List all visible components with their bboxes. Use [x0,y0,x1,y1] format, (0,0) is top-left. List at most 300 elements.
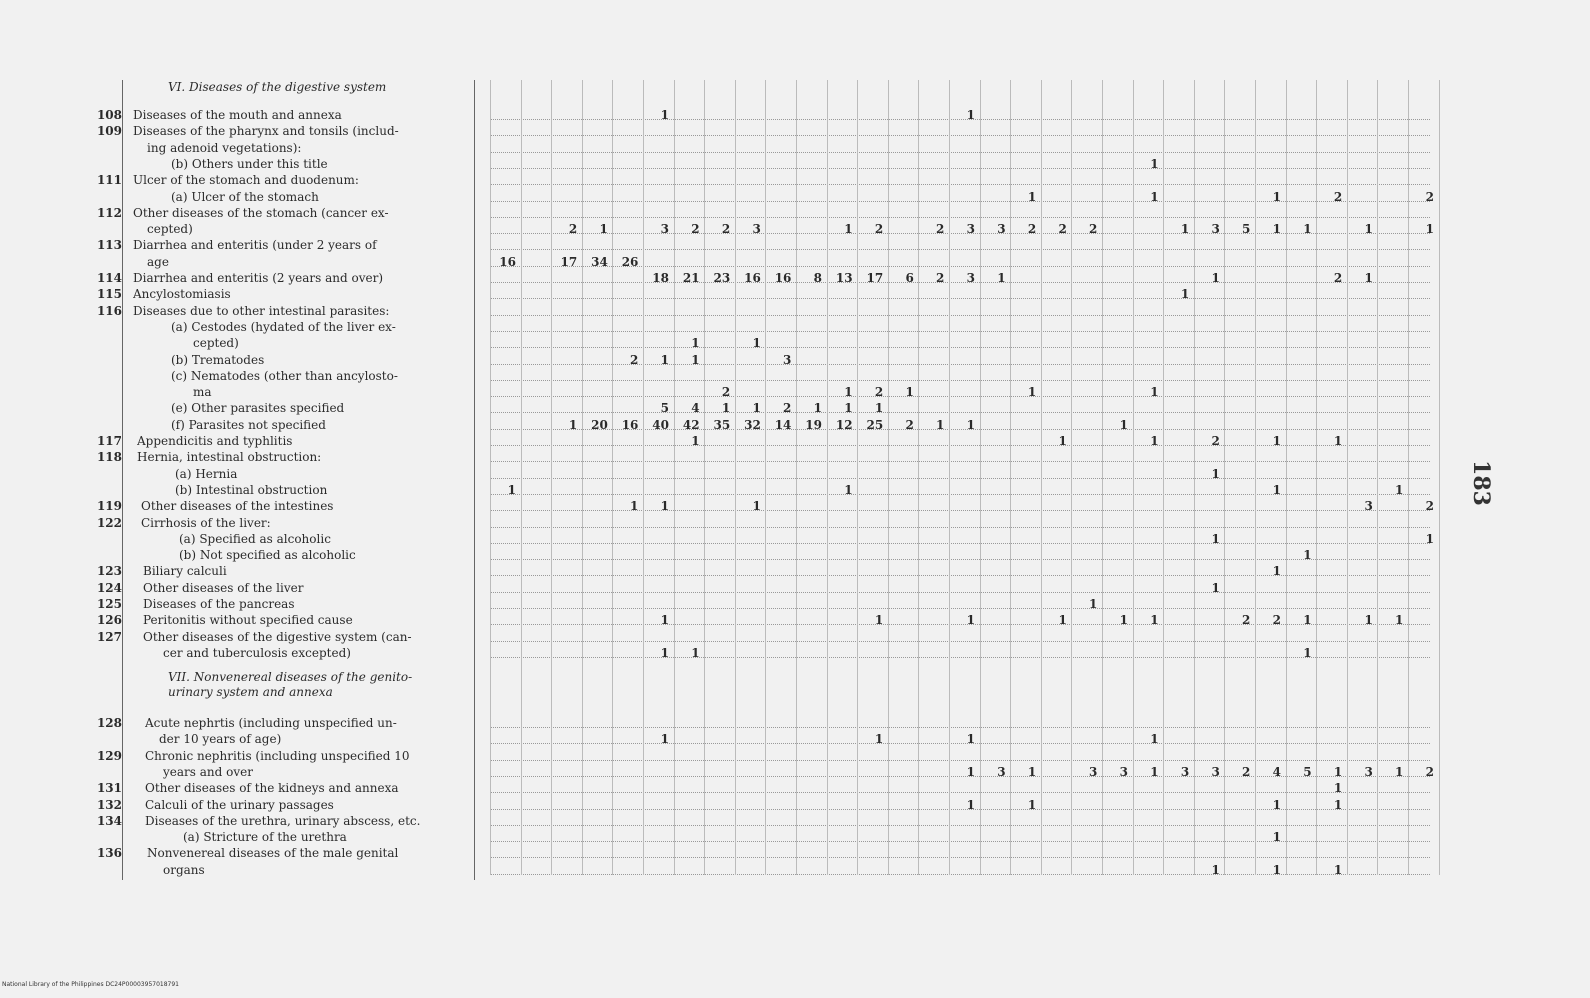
column-rule [980,80,981,875]
table-row [0,221,1590,237]
leader-dots [490,527,1430,528]
leader-dots [490,641,1430,642]
table-cell: 1 [1364,222,1373,237]
table-cell: 1 [507,482,516,497]
table-cell: 35 [713,417,731,432]
column-rule [1041,80,1042,875]
table-row [0,107,1590,123]
row-label: Nonvenereal diseases of the male genital [147,846,399,861]
row-label: Diseases of the pancreas [143,597,295,611]
table-row [0,862,1590,878]
table-cell: 1 [1303,613,1312,628]
row-label: (a) Stricture of the urethra [183,830,347,845]
table-cell: 3 [1364,764,1373,779]
table-cell: 1 [1333,764,1343,779]
table-cell: 3 [783,352,792,367]
column-rule [521,80,522,875]
column-rule [765,80,766,875]
row-label: Ulcer of the stomach and duodenum: [133,173,359,188]
column-rule [551,80,552,875]
table-cell: 1 [660,108,669,122]
row-label: (b) Trematodes [171,352,265,367]
table-cell: 2 [1333,189,1343,204]
table-cell: 2 [905,417,914,432]
leader-dots [490,184,1430,185]
table-cell: 13 [835,271,853,285]
column-rule [1010,80,1011,875]
table-cell: 1 [1272,564,1281,579]
table-cell: 3 [1211,764,1220,779]
row-label: cepted) [193,336,239,351]
table-cell: 1 [966,797,975,812]
table-cell: 1 [1150,385,1159,400]
table-cell: 1 [874,732,884,747]
row-label: Chronic nephritis (including unspecified 10 [145,748,410,763]
column-rule [1377,80,1378,875]
table-cell: 16 [621,417,639,432]
table-row [0,449,1590,465]
table-row [0,731,1590,747]
section-title: VII. Nonvenereal diseases of the genito- urinary system and annexa [168,670,413,699]
table-cell: 2 [1242,764,1251,779]
table-cell: 2 [1242,613,1251,628]
table-cell: 3 [1211,222,1220,237]
table-cell: 40 [652,417,669,432]
table-cell: 1 [1027,385,1037,400]
table-cell: 17 [866,271,884,285]
row-number: 134 [96,813,122,828]
column-rule [643,80,644,875]
leader-dots [490,461,1430,462]
leader-dots [490,380,1430,381]
leader-dots [490,445,1430,446]
table-cell: 1 [660,499,669,514]
row-label: (f) Parasites not specified [171,417,326,432]
row-label: (b) Others under this title [171,156,328,171]
table-cell: 1 [1303,222,1312,237]
table-cell: 1 [1364,271,1373,285]
table-cell: 2 [1027,222,1037,237]
column-rule [888,80,889,875]
leader-dots [490,575,1430,576]
row-label: Diarrhea and enteritis (under 2 years of [133,238,377,253]
table-cell: 1 [874,401,884,416]
table-cell: 2 [1272,613,1281,628]
table-cell: 20 [591,417,608,432]
row-number: 118 [96,450,122,465]
row-number: 125 [96,597,122,611]
table-cell: 1 [1150,764,1159,779]
row-label: Hernia, intestinal obstruction: [137,450,322,465]
table-cell: 1 [599,222,608,237]
table-cell: 2 [1058,222,1067,237]
leader-dots [490,331,1430,332]
row-label: years and over [163,764,253,779]
table-row [0,498,1590,514]
row-number: 131 [96,781,122,796]
table-cell: 1 [1272,222,1281,237]
table-cell: 16 [744,271,761,285]
table-row [0,764,1590,780]
table-cell: 1 [844,222,853,237]
table-cell: 1 [1150,156,1159,171]
table-cell: 1 [568,417,578,432]
leader-dots [490,135,1430,136]
row-number: 114 [96,271,122,285]
table-cell: 2 [1425,189,1434,204]
table-cell: 1 [1395,764,1404,779]
leader-dots [490,792,1430,793]
table-cell: 1 [1303,645,1312,660]
table-cell: 5 [660,401,669,416]
table-cell: 1 [721,401,731,416]
column-rule [1071,80,1072,875]
table-cell: 2 [1333,271,1343,285]
table-cell: 2 [568,222,578,237]
table-cell: 18 [652,271,669,285]
table-cell: 2 [1211,434,1220,448]
table-row [0,335,1590,351]
row-label: Diseases of the urethra, urinary abscess, etc. [145,813,421,828]
table-row [0,352,1590,368]
column-rule [1163,80,1164,875]
table-cell: 3 [997,764,1006,779]
leader-dots [490,217,1430,218]
table-cell: 3 [1364,499,1373,514]
table-row [0,596,1590,612]
table-cell: 32 [744,417,761,432]
table-row [0,368,1590,384]
column-rule [704,80,705,875]
table-row [0,482,1590,498]
table-cell: 1 [1211,531,1220,546]
row-label: Acute nephrtis (including unspecified un- [145,716,397,730]
row-label: (a) Hernia [175,466,238,481]
table-row [0,797,1590,813]
table-cell: 17 [560,254,578,269]
table-cell: 1 [1272,830,1281,845]
row-label: cer and tuberculosis excepted) [163,645,351,660]
table-cell: 1 [1425,222,1434,237]
row-label: Ancylostomiasis [133,287,231,302]
table-row [0,515,1590,531]
table-cell: 23 [713,271,731,285]
table-row [0,205,1590,221]
row-label: Peritonitis without specified cause [143,613,353,628]
table-cell: 3 [1180,764,1190,779]
row-label: Diseases of the mouth and annexa [133,108,342,122]
table-row [0,319,1590,335]
table-cell: 1 [1333,862,1343,877]
table-cell: 3 [966,271,975,285]
table-row [0,270,1590,286]
table-cell: 12 [835,417,853,432]
column-rule [1255,80,1256,875]
row-label: Other diseases of the liver [143,580,304,595]
table-cell: 1 [1272,862,1281,877]
column-rule [949,80,950,875]
table-row [0,629,1590,645]
column-rule [735,80,736,875]
row-label: cepted) [147,222,193,237]
table-cell: 1 [1333,781,1343,796]
column-rule [1224,80,1225,875]
table-cell: 1 [1272,189,1281,204]
table-cell: 1 [1272,434,1281,448]
row-label: Diseases due to other intestinal parasites: [133,303,390,318]
row-number: 126 [96,613,122,628]
column-rule [674,80,675,875]
table-cell: 1 [1150,613,1159,628]
row-label: ing adenoid vegetations): [147,140,302,155]
leader-dots [490,249,1430,250]
table-cell: 2 [1425,764,1434,779]
table-row [0,433,1590,449]
table-cell: 8 [813,271,822,285]
table-row [0,829,1590,845]
table-cell: 2 [721,385,731,400]
column-rule [1102,80,1103,875]
column-rule [1286,80,1287,875]
table-cell: 1 [1027,797,1037,812]
table-cell: 3 [966,222,975,237]
table-cell: 1 [1333,797,1343,812]
table-cell: 19 [805,417,822,432]
table-row [0,748,1590,764]
row-number: 123 [96,564,122,579]
row-number: 128 [96,716,122,730]
table-cell: 3 [660,222,669,237]
table-cell: 1 [1027,189,1037,204]
leader-dots [490,201,1430,202]
row-number: 129 [96,748,122,763]
table-row [0,417,1590,433]
row-label: Other diseases of the stomach (cancer ex- [133,205,389,220]
row-number: 117 [96,434,122,448]
table-cell: 1 [660,732,669,747]
row-label: Other diseases of the kidneys and annexa [145,781,399,796]
leader-dots [490,543,1430,544]
footer-text: National Library of the Philippines DC24P00003957018791 [2,981,179,988]
row-label: organs [163,862,205,877]
row-label: (e) Other parasites specified [171,401,345,416]
table-row [0,845,1590,861]
column-rule [796,80,797,875]
row-number: 119 [96,499,122,514]
table-row [0,189,1590,205]
table-cell: 2 [936,222,945,237]
leader-dots [490,315,1430,316]
table-cell: 2 [874,222,884,237]
table-row [0,156,1590,172]
row-number: 111 [96,173,122,188]
table-cell: 3 [752,222,761,237]
leader-dots [490,874,1430,875]
table-cell: 2 [721,222,731,237]
table-cell: 1 [1150,189,1159,204]
table-cell: 1 [1119,613,1128,628]
row-label: Appendicitis and typhlitis [137,434,293,448]
row-number: 122 [96,515,122,530]
table-row [0,466,1590,482]
table-row [0,715,1590,731]
row-label: Other diseases of the digestive system (can- [143,629,412,644]
table-row [0,580,1590,596]
leader-dots [490,857,1430,858]
table-cell: 1 [691,352,700,367]
table-cell: 1 [1272,797,1281,812]
table-cell: 1 [844,401,853,416]
table-cell: 1 [1180,222,1190,237]
table-row [0,531,1590,547]
table-cell: 1 [844,385,853,400]
table-cell: 14 [774,417,792,432]
table-cell: 5 [1242,222,1251,237]
table-cell: 4 [691,401,700,416]
row-label: (c) Nematodes (other than ancylosto- [171,368,398,383]
leader-dots [490,760,1430,761]
table-cell: 1 [691,645,700,660]
table-cell: 1 [1027,764,1037,779]
table-cell: 1 [1119,417,1128,432]
table-cell: 1 [1211,580,1220,595]
table-cell: 1 [660,645,669,660]
row-label: ma [193,385,212,400]
table-row [0,172,1590,188]
leader-dots [490,396,1430,397]
row-number: 109 [96,124,122,139]
table-cell: 1 [1272,482,1281,497]
table-cell: 3 [1089,764,1098,779]
column-rule [582,80,583,875]
table-cell: 1 [1150,732,1159,747]
table-cell: 2 [691,222,700,237]
table-cell: 1 [966,613,975,628]
table-cell: 1 [1058,434,1067,448]
table-cell: 2 [1089,222,1098,237]
table-cell: 2 [936,271,945,285]
table-cell: 1 [905,385,914,400]
table-row [0,303,1590,319]
table-row [0,780,1590,796]
table-row [0,612,1590,628]
table-cell: 1 [936,417,945,432]
table-cell: 1 [752,336,761,351]
row-number: 127 [96,629,122,644]
column-rule [612,80,613,875]
column-rule [1439,80,1440,875]
column-rule [918,80,919,875]
row-label: Diarrhea and enteritis (2 years and over) [133,271,384,285]
table-cell: 1 [691,336,700,351]
table-cell: 21 [682,271,700,285]
table-cell: 1 [1058,613,1067,628]
table-cell: 1 [1333,434,1343,448]
table-cell: 42 [682,417,700,432]
row-number: 108 [96,108,122,122]
table-cell: 1 [813,401,822,416]
row-label: (a) Specified as alcoholic [179,531,331,546]
table-cell: 6 [905,271,914,285]
leader-dots [490,298,1430,299]
leader-dots [490,347,1430,348]
table-cell: 2 [630,352,639,367]
leader-dots [490,412,1430,413]
table-cell: 1 [1211,862,1220,877]
table-cell: 1 [1395,482,1404,497]
row-label: (a) Cestodes (hydated of the liver ex- [171,319,396,334]
table-cell: 16 [499,254,516,269]
table-row [0,123,1590,139]
leader-dots [490,478,1430,479]
table-cell: 1 [1303,548,1312,563]
section-title: VI. Diseases of the digestive system [168,80,387,94]
row-label: Biliary calculi [143,564,227,579]
table-cell: 1 [1211,271,1220,285]
table-row [0,384,1590,400]
table-cell: 1 [660,352,669,367]
table-cell: 1 [1150,434,1159,448]
column-rule [857,80,858,875]
page-number: 183 [1467,460,1494,506]
table-cell: 1 [966,417,975,432]
row-label: Other diseases of the intestines [141,499,334,514]
table-cell: 2 [874,385,884,400]
row-number: 132 [96,797,122,812]
table-row [0,400,1590,416]
column-rule [1316,80,1317,875]
table-cell: 1 [630,499,639,514]
row-number: 136 [96,846,122,861]
table-cell: 1 [752,401,761,416]
table-cell: 1 [1395,613,1404,628]
table-cell: 4 [1272,764,1281,779]
table-cell: 1 [1089,597,1098,611]
row-label: age [147,254,169,269]
leader-dots [490,152,1430,153]
leader-dots [490,494,1430,495]
table-row [0,547,1590,563]
table-row [0,254,1590,270]
table-cell: 5 [1303,764,1312,779]
table-cell: 1 [966,764,975,779]
table-row [0,813,1590,829]
row-label: (a) Ulcer of the stomach [171,189,319,204]
column-rule [1133,80,1134,875]
leader-dots [490,592,1430,593]
table-cell: 2 [783,401,792,416]
table-cell: 3 [997,222,1006,237]
column-rule [1194,80,1195,875]
table-cell: 16 [774,271,792,285]
table-cell: 1 [966,732,975,747]
row-label: (b) Intestinal obstruction [175,482,328,497]
table-cell: 1 [660,613,669,628]
table-cell: 1 [752,499,761,514]
table-cell: 25 [866,417,884,432]
table-row [0,563,1590,579]
table-cell: 26 [621,254,639,269]
leader-dots [490,841,1430,842]
table-cell: 1 [874,613,884,628]
table-cell: 34 [591,254,608,269]
leader-dots [490,727,1430,728]
column-rule [1347,80,1348,875]
column-rule [490,80,491,875]
table-row [0,286,1590,302]
table-row [0,237,1590,253]
table-cell: 1 [1180,287,1190,302]
